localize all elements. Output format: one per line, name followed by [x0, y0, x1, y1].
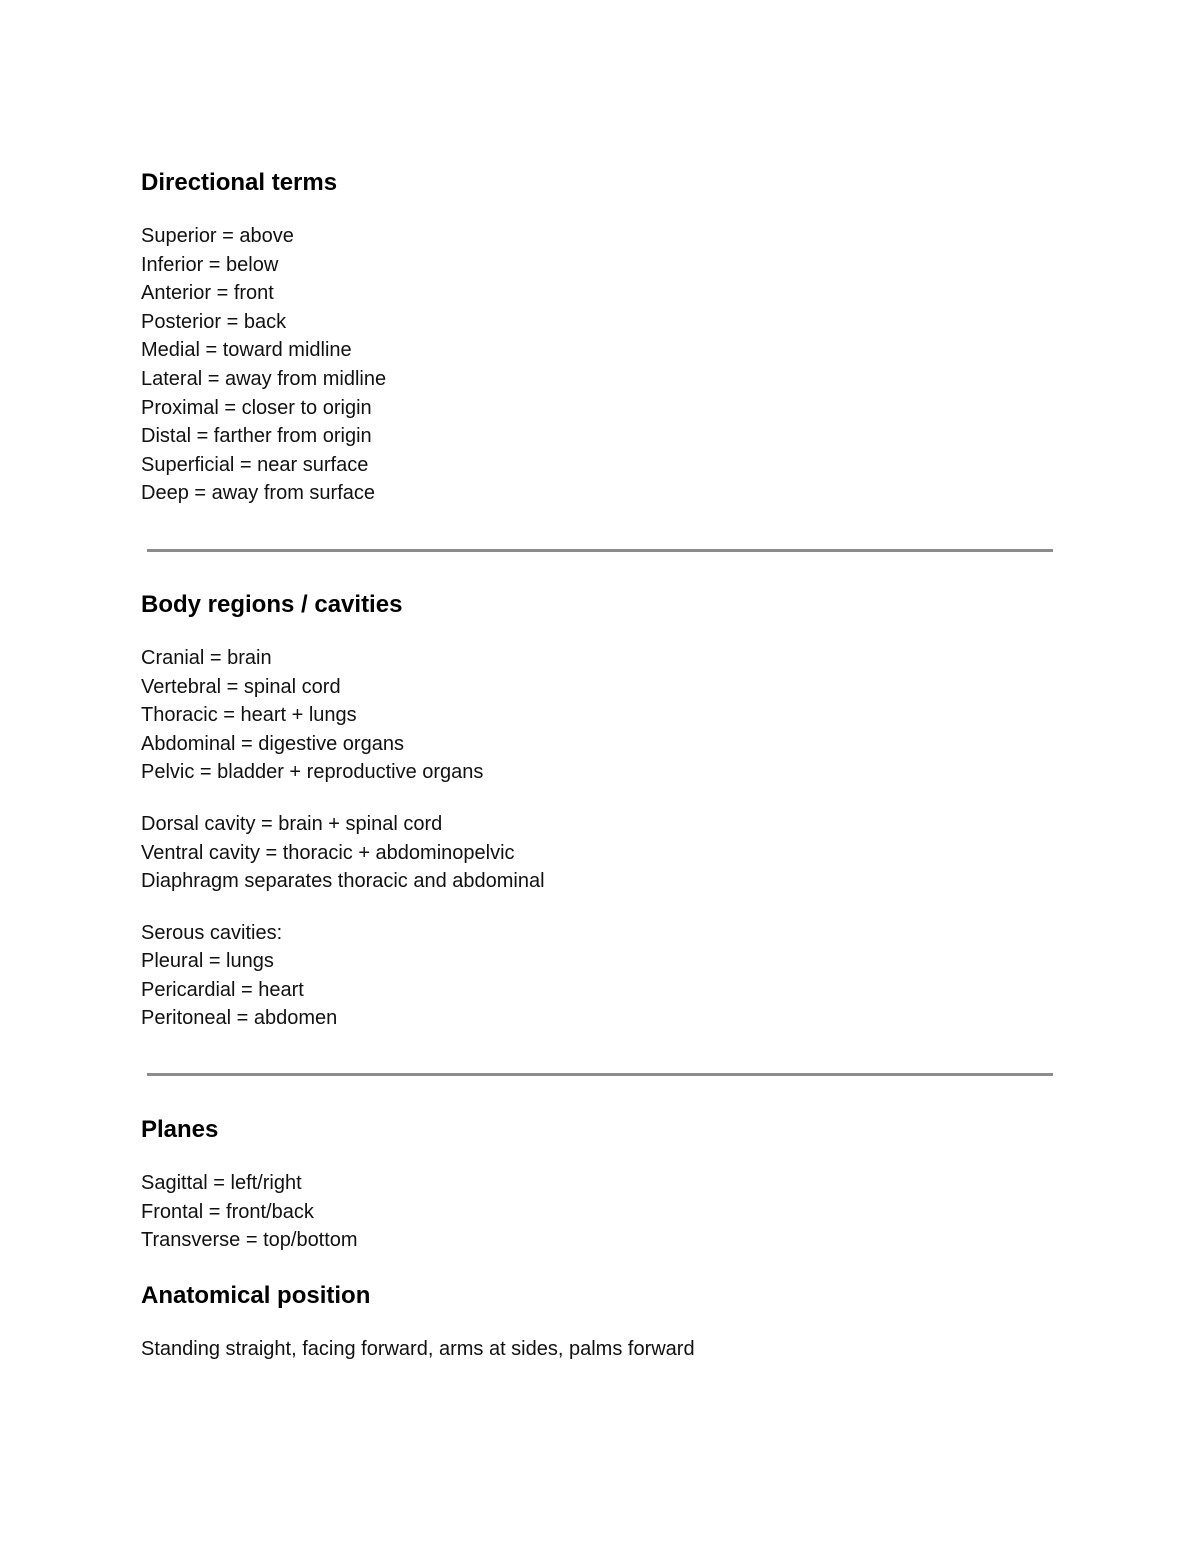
spacer	[141, 552, 1055, 589]
body-cavities-list	[141, 810, 1055, 896]
directional-term-line: Deep = away from surface	[141, 482, 375, 505]
serous-cavity-line: Pleural = lungs	[141, 950, 274, 973]
serous-cavities-list	[141, 919, 1055, 1033]
spacer	[141, 199, 1055, 222]
heading-body-regions-cavities: Body regions / cavities	[141, 590, 403, 618]
directional-term-line: Anterior = front	[141, 282, 274, 305]
plane-line: Sagittal = left/right	[141, 1172, 302, 1195]
body-region-line: Pelvic = bladder + reproductive organs	[141, 761, 484, 784]
directional-term-line: Proximal = closer to origin	[141, 396, 372, 419]
body-cavity-line: Ventral cavity = thoracic + abdominopelvic	[141, 841, 515, 864]
serous-cavity-line: Pericardial = heart	[141, 978, 304, 1001]
directional-terms-list	[141, 222, 1055, 508]
spacer	[141, 508, 1055, 549]
serous-cavity-line: Serous cavities:	[141, 921, 283, 944]
spacer	[141, 896, 1055, 919]
spacer	[141, 1146, 1055, 1169]
body-region-line: Thoracic = heart + lungs	[141, 704, 357, 727]
directional-term-line: Superior = above	[141, 225, 294, 247]
spacer	[141, 621, 1055, 644]
body-region-line: Cranial = brain	[141, 646, 272, 669]
anatomical-position-text	[141, 1335, 1055, 1364]
document-page	[141, 167, 1055, 1363]
body-cavity-line: Dorsal cavity = brain + spinal cord	[141, 812, 443, 835]
heading-directional-terms: Directional terms	[141, 169, 338, 196]
planes-list	[141, 1169, 1055, 1255]
directional-term-line: Medial = toward midline	[141, 339, 352, 362]
spacer	[141, 1312, 1055, 1335]
spacer	[141, 1033, 1055, 1073]
spacer	[141, 1076, 1055, 1114]
directional-term-line: Lateral = away from midline	[141, 367, 387, 390]
body-region-line: Vertebral = spinal cord	[141, 675, 341, 698]
anatomical-position-line: Standing straight, facing forward, arms at sides, palms forward	[141, 1337, 695, 1360]
body-region-line: Abdominal = digestive organs	[141, 732, 404, 755]
body-cavity-line: Diaphragm separates thoracic and abdominal	[141, 870, 545, 893]
serous-cavity-line: Peritoneal = abdomen	[141, 1007, 338, 1030]
body-regions-list	[141, 644, 1055, 787]
directional-term-line: Distal = farther from origin	[141, 425, 372, 448]
directional-term-line: Superficial = near surface	[141, 453, 369, 476]
spacer	[141, 1255, 1055, 1280]
spacer	[141, 787, 1055, 810]
directional-term-line: Posterior = back	[141, 310, 287, 333]
heading-anatomical-position: Anatomical position	[141, 1281, 371, 1309]
heading-planes: Planes	[141, 1116, 219, 1144]
directional-term-line: Inferior = below	[141, 253, 279, 276]
plane-line: Transverse = top/bottom	[141, 1229, 358, 1252]
plane-line: Frontal = front/back	[141, 1200, 314, 1223]
